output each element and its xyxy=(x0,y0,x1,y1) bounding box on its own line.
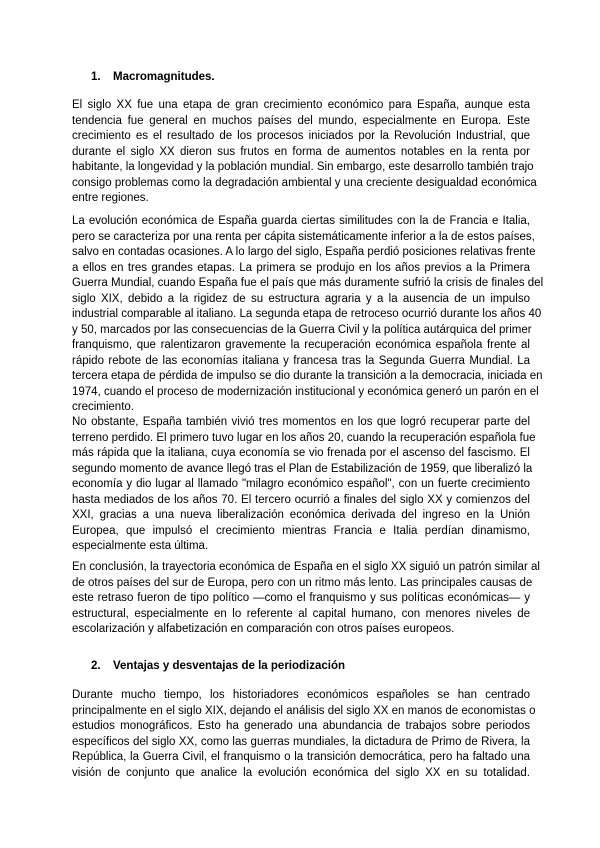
text-line: 1974, cuando el proceso de modernización institucional y económica generó un parón en el xyxy=(72,385,539,398)
text-line: segundo momento de avance llegó tras el Plan de Estabilización de 1959, que liberalizó la xyxy=(72,462,533,475)
text-line: República, la Guerra Civil, el franquismo o la transición democrática, pero ha faltado una xyxy=(72,751,530,763)
text-line: este retraso fueron de tipo político —como el franquismo y sus políticas económicas— y xyxy=(72,592,530,604)
paragraph xyxy=(72,98,537,207)
text-line: salvo en contadas ocasiones. A lo largo del siglo, España perdió posiciones relativas frente xyxy=(72,246,536,258)
text-line: visión de conjunto que analice la evolución económica del siglo XX en su totalidad. xyxy=(72,766,530,779)
paragraph xyxy=(72,688,536,781)
text-line: escolarización y alfabetización en comparación con otros países europeos. xyxy=(72,623,455,635)
text-line: principalmente en el siglo XIX, dejando el análisis del siglo XX en manos de economistas o xyxy=(72,704,536,717)
section-heading-1 xyxy=(91,70,215,84)
text-line: y 50, marcados por las consecuencias de la Guerra Civil y la política autárquica del primer xyxy=(72,323,532,336)
text-line: economía y dio lugar al llamado "milagro económico español", con un fuerte crecimiento xyxy=(72,478,530,490)
text-line: específicos del siglo XX, como las guerras mundiales, la dictadura de Primo de Rivera, la xyxy=(72,735,530,748)
text-line: XXI, gracias a una nueva liberalización económica derivada del ingreso en la Unión xyxy=(72,509,530,521)
text-line: La evolución económica de España guarda ciertas similitudes con la de Francia e Italia, xyxy=(72,215,530,227)
text-line: rápido rebote de las economías italiana y francesa tras la Segunda Guerra Mundial. La xyxy=(72,354,530,367)
text-line: franquismo, que ralentizaron gravemente la recuperación económica española frente al xyxy=(72,339,530,351)
text-line: Durante mucho tiempo, los historiadores económicos españoles se han centrado xyxy=(72,689,530,701)
text-line: siglo XIX, debido a la rigidez de su estructura agraria y a la ausencia de un impulso xyxy=(72,292,530,305)
section-number: 2. xyxy=(91,660,101,672)
text-line: Europea, que impulsó el crecimiento mientras Francia e Italia perdían dinamismo, xyxy=(72,524,530,537)
text-line: pero se caracteriza por una renta per cápita sistemáticamente inferior a la de estos países, xyxy=(72,230,535,243)
text-line: especialmente esta última. xyxy=(72,540,209,552)
text-line: más rápida que la italiana, cuya economía se vio frenada por el ascenso del fascismo. El xyxy=(72,447,530,459)
text-line: El siglo XX fue una etapa de gran crecimiento económico para España, aunque esta xyxy=(72,99,530,111)
text-line: hasta mediados de los años 70. El tercero ocurrió a finales del siglo XX y comienzos del xyxy=(72,493,530,506)
paragraph xyxy=(72,214,544,416)
text-line: durante el siglo XX dieron sus frutos en forma de aumentos notables en la renta por xyxy=(72,145,530,158)
paragraph xyxy=(72,560,540,638)
text-line: En conclusión, la trayectoria económica de España en el siglo XX siguió un patrón similar al xyxy=(72,561,540,573)
section-heading-2 xyxy=(91,659,345,673)
text-line: Guerra Mundial, cuando España fue el país que más duramente sufrió la crisis de finales del xyxy=(72,277,544,289)
section-number: 1. xyxy=(91,71,101,83)
text-line: habitante, la longevidad y la población mundial. Sin embargo, este desarrollo también trajo xyxy=(72,161,534,173)
section-title: Macromagnitudes. xyxy=(113,71,215,83)
text-line: No obstante, España también vivió tres momentos en los que logró recuperar parte del xyxy=(72,416,530,428)
section-title: Ventajas y desventajas de la periodización xyxy=(113,660,346,672)
text-line: estructural, especialmente en lo referente al capital humano, con menores niveles de xyxy=(72,607,530,620)
text-line: industrial comparable al italiano. La segunda etapa de retroceso ocurrió durante los años 40 xyxy=(72,308,542,320)
text-line: consigo problemas como la degradación ambiental y una creciente desigualdad económica xyxy=(72,176,537,189)
text-line: tendencia fue general en muchos países del mundo, especialmente en Europa. Este xyxy=(72,114,530,127)
text-line: a ellos en tres grandes etapas. La primera se produjo en los años previos a la Primera xyxy=(72,261,530,274)
text-line: estudios monográficos. Esto ha generado una abundancia de trabajos sobre periodos xyxy=(72,720,530,732)
text-line: crecimiento. xyxy=(72,401,134,413)
text-line: tercera etapa de pérdida de impulso se dio durante la transición a la democracia, iniciada en xyxy=(72,370,543,382)
paragraph xyxy=(72,415,536,555)
text-line: terreno perdido. El primero tuvo lugar en los años 20, cuando la recuperación española fue xyxy=(72,431,536,444)
text-line: entre regiones. xyxy=(72,192,149,204)
text-line: crecimiento es el resultado de los procesos iniciados por la Revolución Industrial, que xyxy=(72,130,530,142)
text-line: de otros países del sur de Europa, pero con un ritmo más lento. Las principales causas de xyxy=(72,576,533,589)
